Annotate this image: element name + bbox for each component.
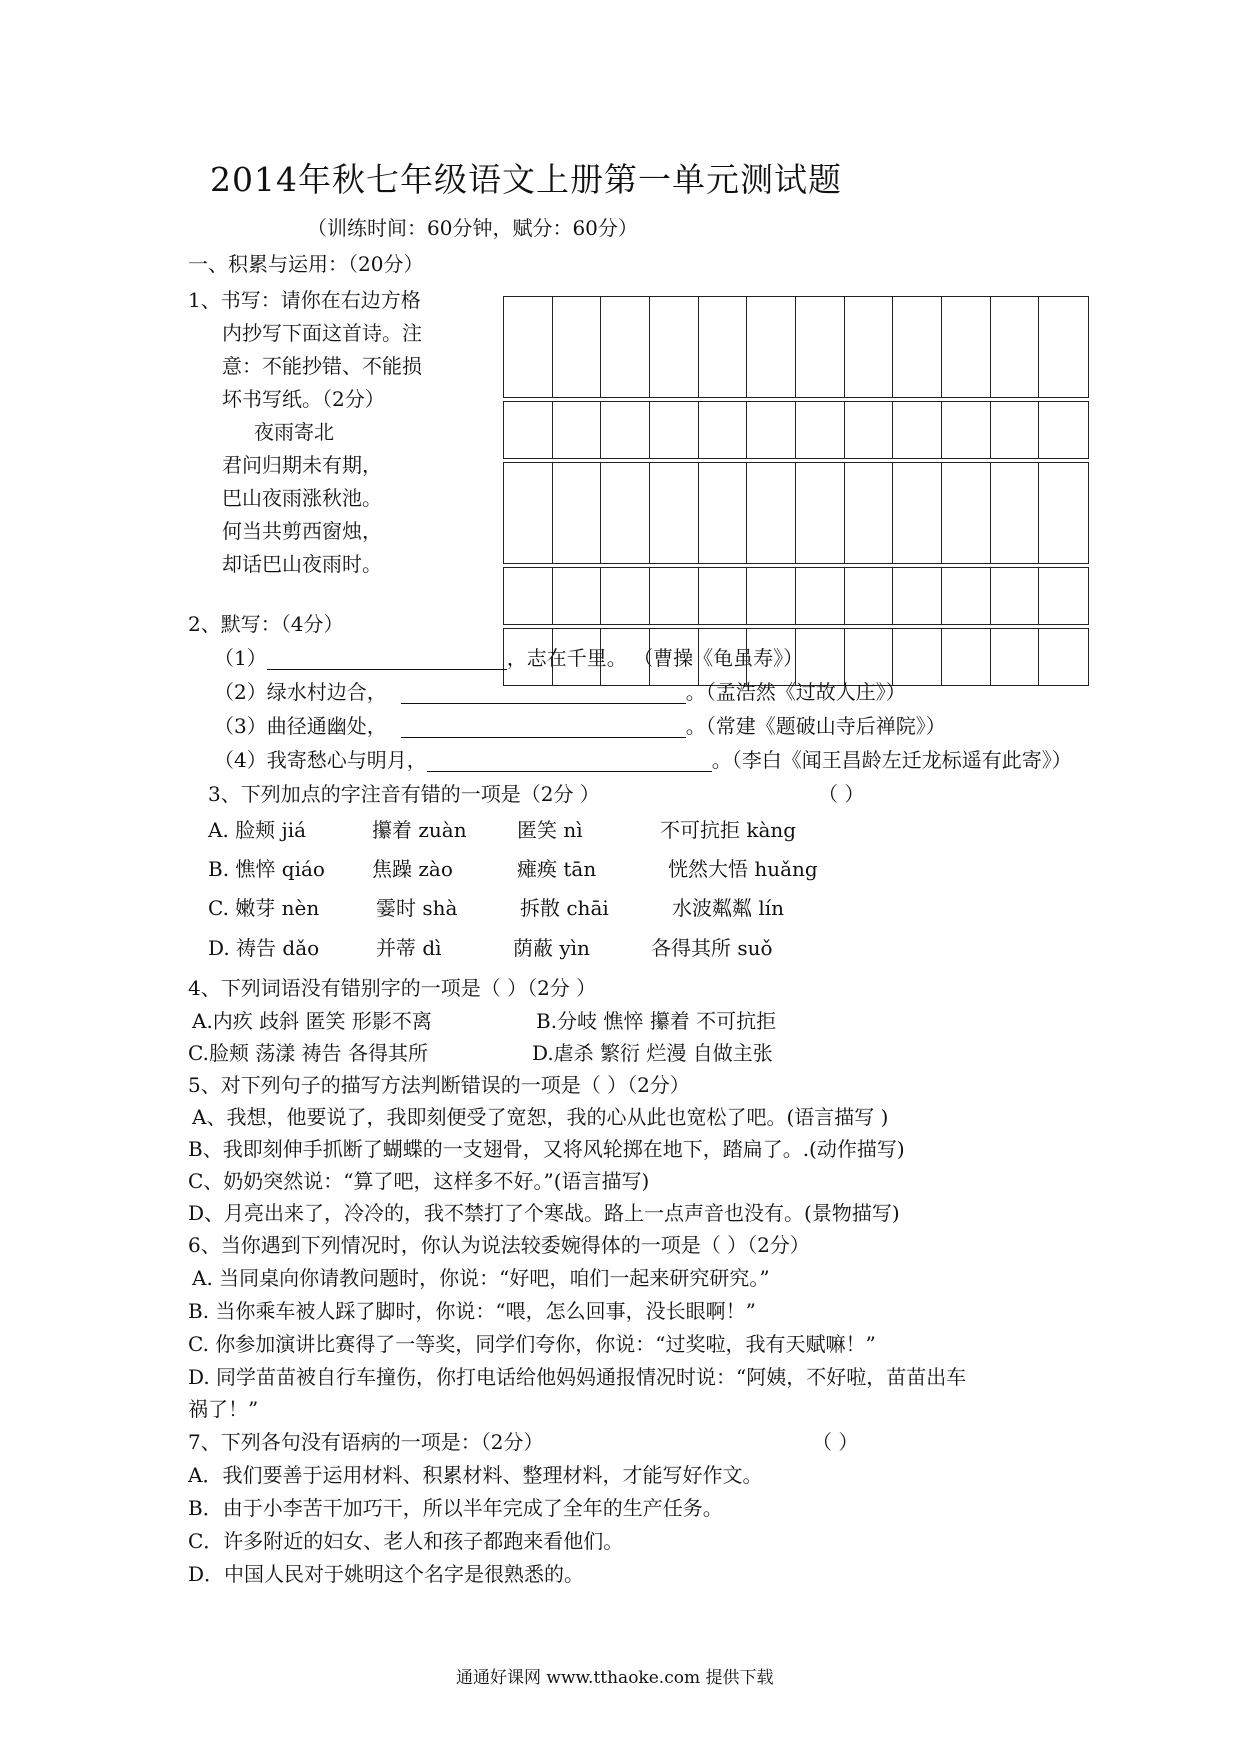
- q3-c-2: 霎时 shà: [376, 896, 458, 920]
- q5-option-a: A、我想，他要说了，我即刻便受了宽恕，我的心从此也宽松了吧。(语言描写 ): [192, 1105, 889, 1129]
- q5-option-b: B、我即刻伸手抓断了蝴蝶的一支翅骨，又将风轮掷在地下，踏扁了。.(动作描写): [188, 1137, 905, 1161]
- q7-option-d: D．中国人民对于姚明这个名字是很熟悉的。: [188, 1562, 585, 1586]
- q2-heading: 2、默写：（4分）: [188, 612, 344, 636]
- q3-b-4: 恍然大悟 huǎng: [668, 857, 818, 881]
- q7-option-a: A．我们要善于运用材料、积累材料、整理材料，才能写好作文。: [188, 1463, 763, 1487]
- q5-option-c: C、奶奶突然说：“算了吧，这样多不好。”(语言描写): [188, 1169, 650, 1193]
- q3-d-2: 并蒂 dì: [376, 936, 442, 960]
- q3-c-3: 拆散 chāi: [520, 896, 609, 920]
- q2-item-4: [214, 748, 1072, 772]
- q2-answer-blank-4[interactable]: [427, 751, 712, 772]
- q6-option-c: C. 你参加演讲比赛得了一等奖，同学们夸你，你说：“过奖啦，我有天赋嘛！”: [188, 1332, 876, 1356]
- q5-heading: 5、对下列句子的描写方法判断错误的一项是（ ）（2分）: [188, 1073, 690, 1097]
- poem-line-1: 君问归期未有期，: [222, 453, 382, 477]
- q3-a-4: 不可抗拒 kàng: [660, 818, 797, 842]
- page-footer: 通通好课网 www.tthaoke.com 提供下载: [456, 1668, 774, 1688]
- q3-heading: 3、下列加点的字注音有错的一项是（2分 ）: [208, 782, 600, 806]
- grid-block-3[interactable]: [503, 462, 1089, 564]
- q2-item-2-post: 。（孟浩然《过故人庄》）: [685, 680, 906, 704]
- q2-item-1-pre: （1）: [214, 646, 267, 670]
- q3-d-4: 各得其所 suǒ: [651, 936, 773, 960]
- q3-c-4: 水波粼粼 lín: [672, 896, 785, 920]
- q3-answer-paren[interactable]: （ ）: [818, 782, 865, 806]
- q2-item-3-post: 。（常建《题破山寺后禅院》）: [685, 714, 946, 738]
- q1-line-2: 内抄写下面这首诗。注: [222, 321, 422, 345]
- q2-item-2-pre: （2）绿水村边合，: [214, 680, 387, 704]
- q4-option-a: A.内疚 歧斜 匿笑 形影不离: [192, 1009, 432, 1033]
- page-title: 2014年秋七年级语文上册第一单元测试题: [210, 160, 842, 199]
- q7-heading: 7、下列各句没有语病的一项是：（2分）: [188, 1430, 544, 1454]
- q4-option-b: B.分岐 憔悴 攥着 不可抗拒: [536, 1009, 777, 1033]
- q2-answer-blank-3[interactable]: [401, 717, 686, 738]
- q3-c-1: C. 嫩芽 nèn: [208, 896, 320, 920]
- q4-heading: 4、下列词语没有错别字的一项是（ ）（2分 ）: [188, 976, 597, 1000]
- q3-b-1: B. 憔悴 qiáo: [208, 857, 325, 881]
- q3-b-2: 焦躁 zào: [372, 857, 453, 881]
- q7-answer-paren[interactable]: （ ）: [812, 1430, 859, 1454]
- q2-item-4-post: 。（李白《闻王昌龄左迁龙标遥有此寄》）: [711, 748, 1072, 772]
- q3-a-3: 匿笑 nì: [517, 818, 583, 842]
- q1-line-3: 意：不能抄错、不能损: [222, 354, 422, 378]
- q2-item-3-pre: （3）曲径通幽处，: [214, 714, 387, 738]
- poem-line-2: 巴山夜雨涨秋池。: [222, 486, 382, 510]
- q3-a-1: A. 脸颊 jiá: [208, 818, 307, 842]
- grid-block-4[interactable]: [503, 567, 1089, 625]
- q4-option-c: C.脸颊 荡漾 祷告 各得其所: [188, 1041, 429, 1065]
- q7-option-b: B．由于小李苦干加巧干，所以半年完成了全年的生产任务。: [188, 1496, 723, 1520]
- q3-b-3: 瘫痪 tān: [517, 857, 597, 881]
- q2-item-2: [214, 680, 906, 704]
- q6-option-a: A. 当同桌向你请教问题时，你说：“好吧，咱们一起来研究研究。”: [192, 1266, 770, 1290]
- poem-title: 夜雨寄北: [254, 420, 334, 444]
- page-subtitle: （训练时间：60分钟，赋分：60分）: [307, 216, 638, 240]
- q2-answer-blank-1[interactable]: [267, 649, 507, 670]
- grid-block-2[interactable]: [503, 401, 1089, 459]
- q3-a-2: 攥着 zuàn: [372, 818, 467, 842]
- q2-item-4-pre: （4）我寄愁心与明月，: [214, 748, 427, 772]
- grid-block-1[interactable]: [503, 296, 1089, 398]
- q2-answer-blank-2[interactable]: [401, 683, 686, 704]
- q1-line-1: 1、书写：请你在右边方格: [188, 288, 421, 312]
- section-heading: 一、积累与运用：（20分）: [188, 252, 424, 276]
- poem-line-4: 却话巴山夜雨时。: [222, 552, 382, 576]
- q3-d-3: 荫蔽 yìn: [513, 936, 590, 960]
- poem-line-3: 何当共剪西窗烛，: [222, 519, 382, 543]
- q2-item-1-post: ，志在千里。 （曹操《龟虽寿》）: [506, 646, 804, 670]
- q4-option-d: D.虐杀 繁衍 烂漫 自做主张: [532, 1041, 773, 1065]
- q6-option-d-cont: 祸了！”: [188, 1397, 259, 1421]
- q6-option-b: B. 当你乘车被人踩了脚时，你说：“喂，怎么回事，没长眼啊！”: [188, 1299, 756, 1323]
- q2-item-3: [214, 714, 946, 738]
- q3-d-1: D. 祷告 dǎo: [208, 936, 320, 960]
- q6-heading: 6、当你遇到下列情况时，你认为说法较委婉得体的一项是（ ）（2分）: [188, 1233, 810, 1257]
- q6-option-d: D. 同学苗苗被自行车撞伤，你打电话给他妈妈通报情况时说：“阿姨，不好啦，苗苗出车: [188, 1365, 967, 1389]
- q7-option-c: C．许多附近的妇女、老人和孩子都跑来看他们。: [188, 1529, 624, 1553]
- q5-option-d: D、月亮出来了，冷冷的，我不禁打了个寒战。路上一点声音也没有。(景物描写): [188, 1201, 900, 1225]
- q2-item-1: [214, 646, 803, 670]
- q1-line-4: 坏书写纸。（2分）: [222, 387, 385, 411]
